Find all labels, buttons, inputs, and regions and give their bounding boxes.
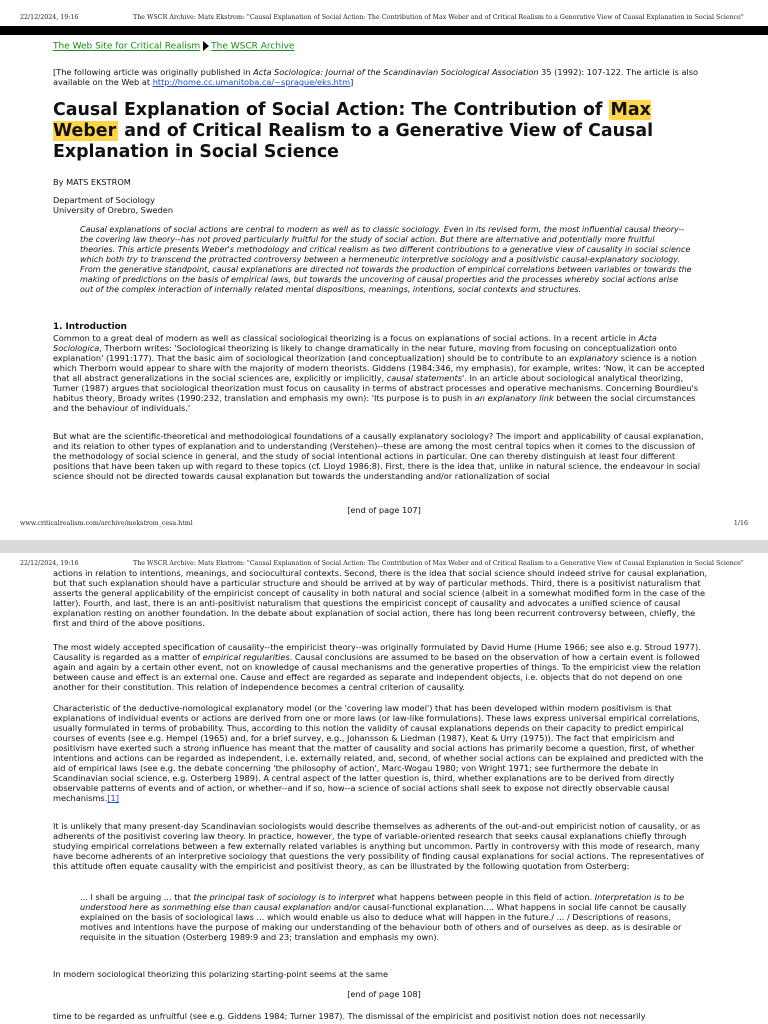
breadcrumb-archive-link[interactable]: The WSCR Archive — [211, 41, 295, 52]
section-heading: 1. Introduction — [53, 322, 127, 332]
publication-note: [The following article was originally published in Acta Sociologica: Journal of the Scandinavian Sociological Association 35 (1992): 107-122. The article is also available on the Web at http://home.cc.umanitoba.ca/~sprague/eks.htm] — [53, 67, 699, 87]
print-url: www.criticalrealism.com/archive/mekstrom_cesa.html — [20, 520, 193, 527]
journal-name: Acta Sociologica: Journal of the Scandinavian Sociological Association — [253, 67, 539, 77]
paragraph: actions in relation to intentions, meanings, and sociocultural contexts. Second, there is the idea that social science should indeed strive for causal explanation, but that such explanation should have a particular structure and should be arrived at by way of particular methods. Third, there is a positivist naturalism that asserts the general applicability of the empiricist concept of causality in both natural and social science (albeit in a somewhat modified form in the case of the latter). Fourth, and last, there is an anti-positivist naturalism that questions the empiricist concept of causality and advocates a unified science of causal explanation resting on another foundation. In the debate about explanation of social action, there has long been recurrent controversy between, chiefly, the first and third of the above positions. — [53, 568, 707, 628]
top-bar — [0, 26, 768, 35]
paragraph: The most widely accepted specification of causality--the empiricist theory--was originally formulated by David Hume (Hume 1966; see also e.g. Stroud 1977). Causality is regarded as a matter of empirical regularities. Causal conclusions are assumed to be based on the observation of how a certain event is followed again and again by a certain other event, not on knowledge of causal mechanisms and the generative properties of things. To the empiricist view the relation between cause and effect is an external one. Cause and effect are regarded as separate and independent objects, i.e. objects that do not depend on one another for their constitution. This relation of independence becomes a central criterion of causality. — [53, 642, 701, 692]
pdf-page-2 — [0, 553, 768, 1024]
affiliation: Department of Sociology University of Orebro, Sweden — [53, 195, 174, 215]
paragraph: It is unlikely that many present-day Scandinavian sociologists would describe themselves as adherents of the out-and-out empiricist notion of causality, or as adherents of the positivist covering law theory. In practice, however, the type of variable-oriented research that seeks causal explanations chiefly through studying empirical correlations between a few externally related variables is anything but uncommon. Partly in controversy with this mode of research, many have become adherents of an interpretive sociology that questions the very possibility of finding causal explanations for social actions. The representatives of this attitude often equate causality with the empiricist and positivist theory, as can be illustrated by the following quotation from Osterberg: — [53, 821, 704, 871]
paragraph: But what are the scientific-theoretical and methodological foundations of a causally explanatory sociology? The import and applicability of causal explanation, and its relation to other types of explanation and to understanding (Verstehen)--these are among the most central topics when it comes to the discussion of the methodology of social science in general, and the study of social intentional actions in particular. One can thereby distinguish at least four different positions that have been taken up with regard to these topics (cf. Lloyd 1986:8). First, there is the idea that, unlike in natural science, the endeavour in social science should not be directed towards causal explanation but towards the understanding and/or rationalization of social — [53, 431, 704, 481]
article-url-link[interactable]: http://home.cc.umanitoba.ca/~sprague/eks.htm — [152, 77, 351, 87]
print-title: The WSCR Archive: Mats Ekstrom: "Causal Explanation of Social Action: The Contribution of Max Weber and of Critical Realism to a Generative View of Causal Explanation in Social Science" — [133, 14, 744, 21]
print-date: 22/12/2024, 19:16 — [20, 14, 79, 21]
print-page-number: 1/16 — [733, 520, 748, 527]
paragraph: Common to a great deal of modern as well as classical sociological theorizing is a focus on explanations of social actions. In a recent article in Acta Sociologica, Therborn writes: 'Sociological theorizing is likely to change dramatically in the near future, moving from focusing on conceptualization onto explanation' (1991:177). That the basic aim of sociological theorization (and conceptualization) should be to contribute to an explanatory science is a notion which Therborn would appear to share with the majority of modern theorists. Giddens (1984:346, my emphasis), for example, writes: 'Now, it can be accepted that all abstract generalizations in the social sciences are, explicitly or implicitly, causal statements'. In an article about sociological analytical theorizing, Turner (1987) argues that sociological theorization must focus on causality in terms of abstract processes and operative mechanisms. Concerning Bourdieu's habitus theory, Broady writes (1990:232, translation and emphasis my own): 'Its purpose is to push in an explanatory link between the social circumstances and the behaviour of individuals.' — [53, 333, 705, 413]
page-marker: [end of page 108] — [347, 989, 421, 999]
article-title: Causal Explanation of Social Action: The Contribution of Max Weber and of Critical Realism to a Generative View of Causal Explanation in Social Science — [53, 100, 654, 162]
print-title: The WSCR Archive: Mats Ekstrom: "Causal Explanation of Social Action: The Contribution of Max Weber and of Critical Realism to a Generative View of Causal Explanation in Social Science" — [133, 560, 744, 567]
paragraph: Characteristic of the deductive-nomological explanatory model (or the 'covering law model') that has been developed within modern positivism is that explanations of individual events or actions are derived from one or more laws (or law-like formulations). These laws express universal empirical correlations, usually formulated in terms of probability. Thus, according to this notion the validity of causal explanations depends on their capacity to predict empirical courses of events (see e.g. Hempel (1965) and, for a brief survey, e.g., Johansson & Liedman (1987), Keat & Urry (1975)). The fact that empiricism and positivism have exerted such a strong influence has meant that the matter of causality and social actions has primarily become a question, first, of whether intentions and actions can be regarded as independent, i.e. externally related, and, second, of whether social actions can be explained and predicted with the aid of empirical laws (see e.g. the debate concerning 'the philosophy of action', Marc-Wogau 1980; von Wright 1971; see furthermore the debate in Scandinavian social science, e.g. Osterberg 1989). A central aspect of the latter question is, third, whether explanations are to be derived from directly observable patterns of events and of action, or whether--and if so, how--a science of social actions shall seek to expose not directly observable causal mechanisms.[1] — [53, 703, 704, 803]
footnote-link[interactable]: [1] — [107, 793, 119, 803]
block-quote: ... I shall be arguing ... that the principal task of sociology is to interpret what happens between people in this field of action. Interpretation is to be understood here as sonmething else than causal explanation and/or causal-functional explanation.... What happens in social life cannot be causally explained on the basis of sociological laws ... which would enable us also to deduce what will happen in the future./ ... / Descriptions of reasons, motives and intentions have the purpose of making our understanding of the behaviour both of others and of ourselves as deep. as is desirable or requisite in the situation (Osterberg 1989:9 and 23; translation and emphasis my own). — [80, 892, 687, 942]
abstract: Causal explanations of social actions are central to modern as well as to classic sociology. Even in its revised form, the most influential causal theory--the covering law theory--has not proved particularly fruitful for the study of social action. But there are alternative and potentially more fruitful theories. This article presents Weber's methodology and critical realism as two different contributions to a generative view of causality in social science which both try to transcend the protracted controversy between a hermeneutic interpretive sociology and a positivistic causal-explanatory sociology. From the generative standpoint, causal explanations are directed not towards the production of empirical correlations between variables or towards the making of predictions on the basis of empirical laws, but towards the uncovering of causal properties and the processes whereby social actions arise out of the complex interaction of internally related mental dispositions, meanings, intentions, social contexts and structures. — [80, 225, 692, 294]
page-marker: [end of page 107] — [347, 505, 421, 515]
paragraph: In modern sociological theorizing this polarizing starting-point seems at the same — [53, 969, 389, 979]
breadcrumb-arrow-icon — [203, 41, 209, 51]
paragraph: time to be regarded as unfruitful (see e.g. Giddens 1984; Turner 1987). The dismissal of the empiricist and positivist notion does not necessarily — [53, 1011, 646, 1021]
breadcrumb-home-link[interactable]: The Web Site for Critical Realism — [53, 41, 201, 52]
highlighted-term: Max Weber — [53, 100, 651, 141]
print-date: 22/12/2024, 19:16 — [20, 560, 79, 567]
byline: By MATS EKSTROM — [53, 177, 131, 187]
breadcrumb — [53, 41, 294, 52]
